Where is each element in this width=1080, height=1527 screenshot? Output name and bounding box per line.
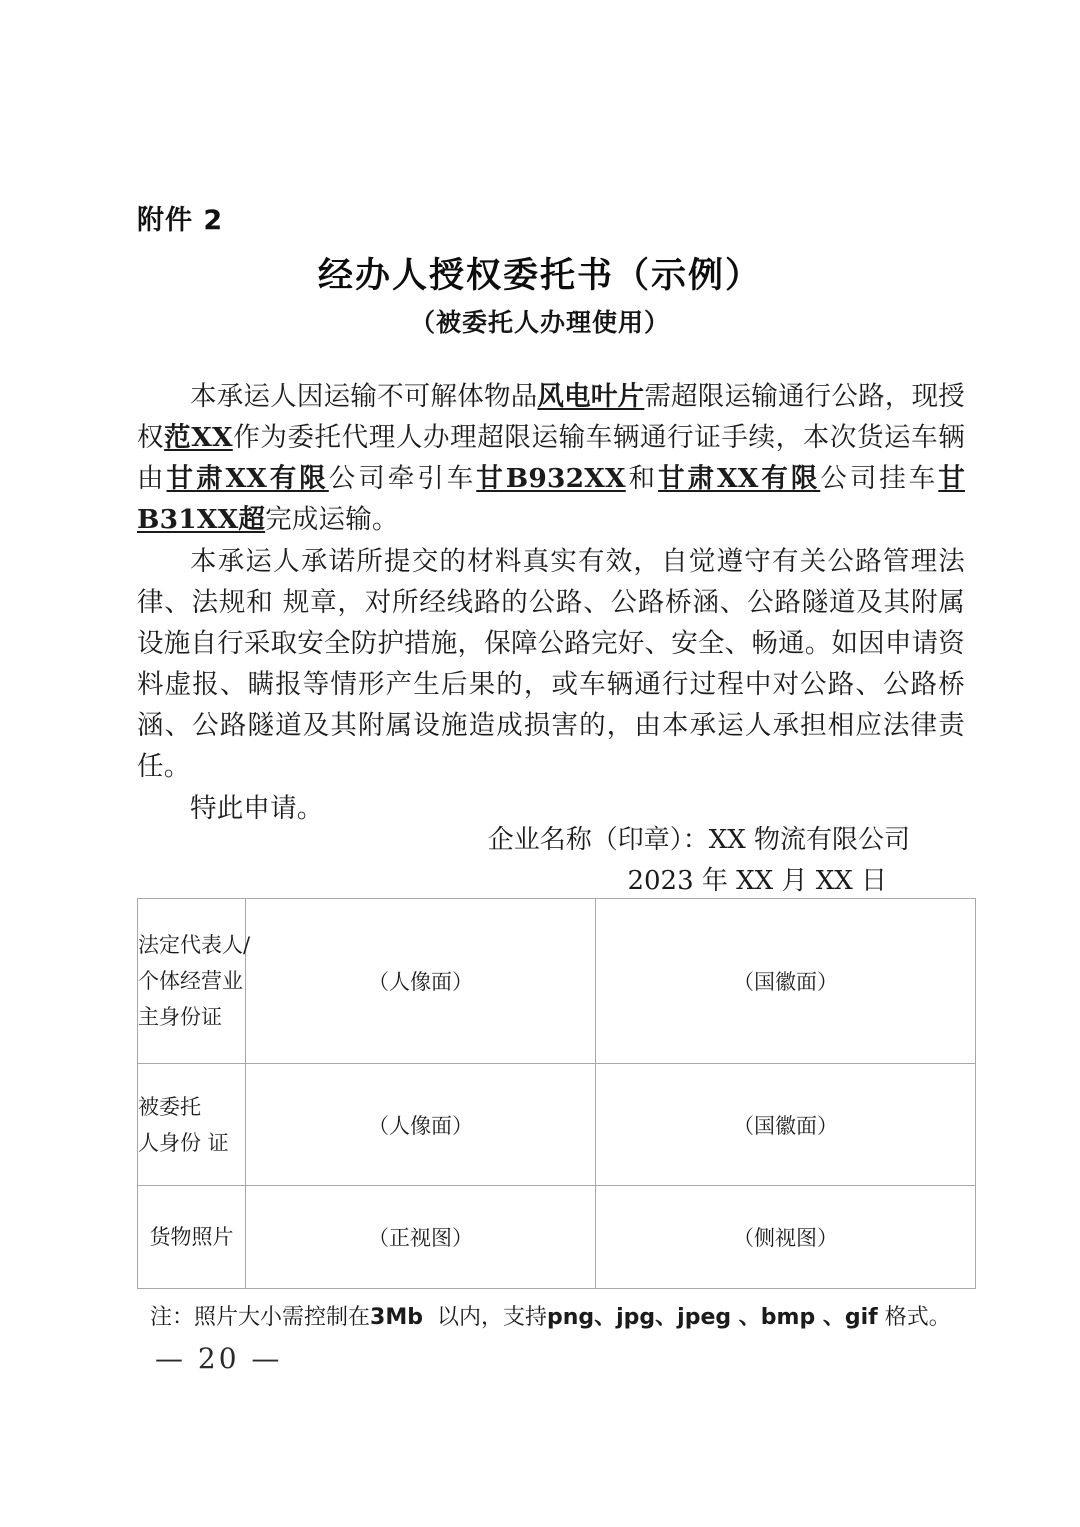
photo-attachment-table	[137, 898, 976, 1289]
cell-id-front[interactable]: （人像面）	[246, 1064, 596, 1186]
fill-company-tractor: 甘肃XX有限	[166, 463, 329, 494]
document-body	[137, 376, 965, 829]
paragraph-closing: 特此申请。	[190, 793, 324, 824]
fill-agent-name: 范XX	[164, 422, 233, 453]
fill-company-trailer: 甘肃XX有限	[658, 463, 821, 494]
para1-seg6: 公司挂车	[820, 463, 939, 494]
table-row	[138, 899, 976, 1064]
fill-cargo-type: 风电叶片	[537, 381, 645, 412]
footnote-prefix: 注：照片大小需控制在	[150, 1305, 371, 1330]
para1-seg4: 公司牵引车	[328, 463, 477, 494]
row-label-line: 主身份证	[138, 1005, 222, 1029]
row-label-line: 货物照片	[149, 1225, 234, 1249]
footnote-formats: png、jpg、jpeg 、bmp 、gif	[546, 1305, 878, 1330]
para1-seg2: 需超限运输通行公路，现授权	[137, 381, 965, 453]
footnote-middle: 以内，支持	[436, 1305, 547, 1330]
para1-seg5: 和	[625, 463, 659, 494]
cell-id-front[interactable]: （人像面）	[246, 899, 596, 1064]
signature-date: 2023 年 XX 月 XX 日	[627, 866, 887, 896]
table-row	[138, 1064, 976, 1186]
para1-seg1: 本承运人因运输不可解体物品	[190, 381, 538, 412]
cell-cargo-side-view[interactable]: （侧视图）	[596, 1186, 976, 1289]
cell-id-back[interactable]: （国徽面）	[596, 1064, 976, 1186]
signature-company: 企业名称（印章）：XX 物流有限公司	[487, 825, 910, 855]
page-subtitle: （被委托人办理使用）	[409, 308, 670, 337]
signature-block	[137, 820, 965, 902]
page-number: — 20 —	[155, 1342, 283, 1375]
paragraph-commitment: 本承运人承诺所提交的材料真实有效，自觉遵守有关公路管理法律、法规和 规章，对所经线路的公路、公路桥涵、公路隧道及其附属设施自行采取安全防护措施，保障公路完好、安全、畅通。如因申请资料虚报、瞒报等情形产生后果的，或车辆通行过程中对公路、公路桥涵、公路隧道及其附属设施造成损害的，由本承运人承担相应法律责任。	[137, 546, 965, 782]
footnote-suffix: 格式。	[884, 1305, 951, 1330]
para1-seg7: 完成运输。	[265, 504, 399, 535]
paragraph-authorization	[137, 376, 965, 540]
para1-seg3: 作为委托代理人办理超限运输车辆通行证手续，本次货运车辆由	[137, 422, 965, 494]
table-row	[138, 1186, 976, 1289]
table-footnote	[150, 1300, 980, 1331]
row-label-legal-rep	[138, 899, 251, 1064]
page-title: 经办人授权委托书（示例）	[317, 255, 762, 296]
row-label-line: 法定代表人/	[138, 933, 251, 957]
fill-plate-tractor: 甘B932XX	[476, 463, 626, 494]
row-label-line: 人身份 证	[138, 1130, 229, 1155]
fill-plate-trailer: 甘B31XX超	[137, 463, 965, 535]
footnote-size-limit: 3Mb	[370, 1305, 423, 1330]
row-label-cargo-photo	[138, 1186, 246, 1289]
attachment-label: 附件 2	[137, 205, 224, 236]
row-label-line: 个体经营业	[138, 969, 243, 993]
row-label-agent	[138, 1064, 246, 1186]
cell-id-back[interactable]: （国徽面）	[596, 899, 976, 1064]
cell-cargo-front-view[interactable]: （正视图）	[246, 1186, 596, 1289]
row-label-line: 被委托	[138, 1094, 201, 1119]
